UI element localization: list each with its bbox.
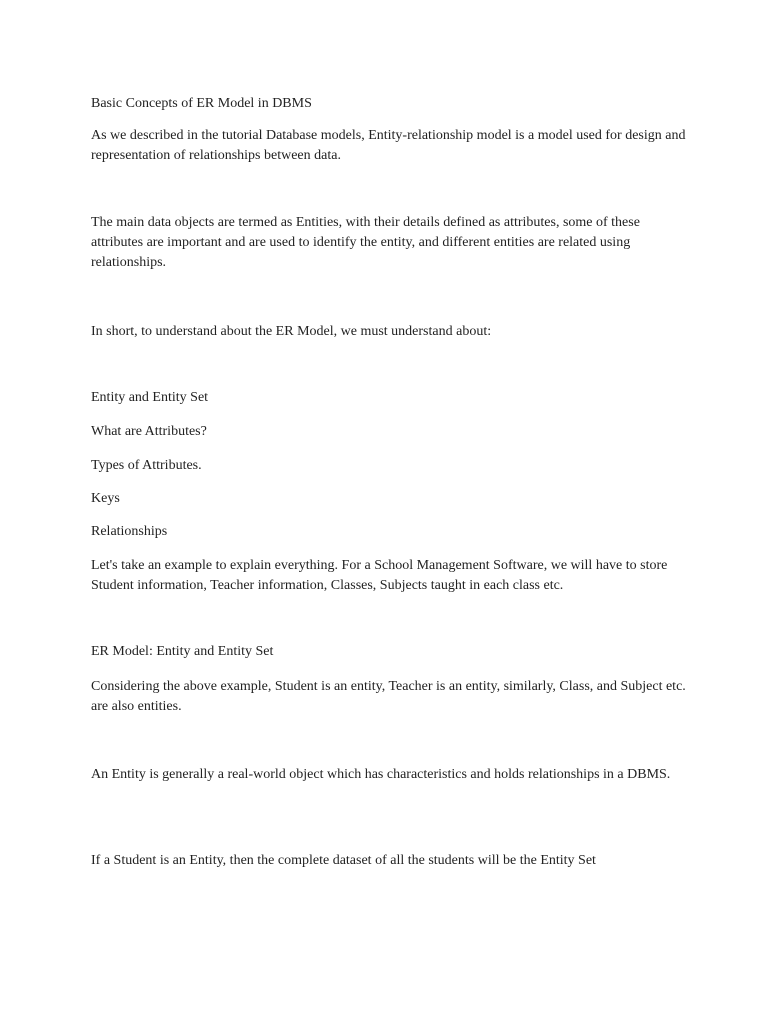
document-title: Basic Concepts of ER Model in DBMS: [91, 96, 312, 111]
example-paragraph: Let's take an example to explain everything. For a School Management Software, we will have to store Student information, Teacher information, Classes, Subjects taught in each class etc.: [91, 558, 668, 593]
intro-paragraph: As we described in the tutorial Database models, Entity-relationship model is a model used for design and representation of relationships between data.: [91, 128, 686, 163]
entity-definition-paragraph: An Entity is generally a real-world object which has characteristics and holds relationships in a DBMS.: [91, 767, 671, 782]
topic-item: Relationships: [91, 524, 168, 539]
topic-item: Types of Attributes.: [91, 458, 202, 473]
in-short-paragraph: In short, to understand about the ER Model, we must understand about:: [91, 324, 492, 339]
main-objects-paragraph: The main data objects are termed as Entities, with their details defined as attributes, some of these attributes are important and are used to identify the entity, and different entities are related using relationships.: [91, 215, 640, 270]
considering-paragraph: Considering the above example, Student is an entity, Teacher is an entity, similarly, Class, and Subject etc. are also entities.: [91, 679, 686, 714]
section-heading: ER Model: Entity and Entity Set: [91, 644, 274, 659]
topic-item: What are Attributes?: [91, 424, 207, 439]
topic-item: Keys: [91, 491, 120, 506]
entity-set-paragraph: If a Student is an Entity, then the complete dataset of all the students will be the Entity Set: [91, 853, 596, 868]
topic-item: Entity and Entity Set: [91, 390, 209, 405]
